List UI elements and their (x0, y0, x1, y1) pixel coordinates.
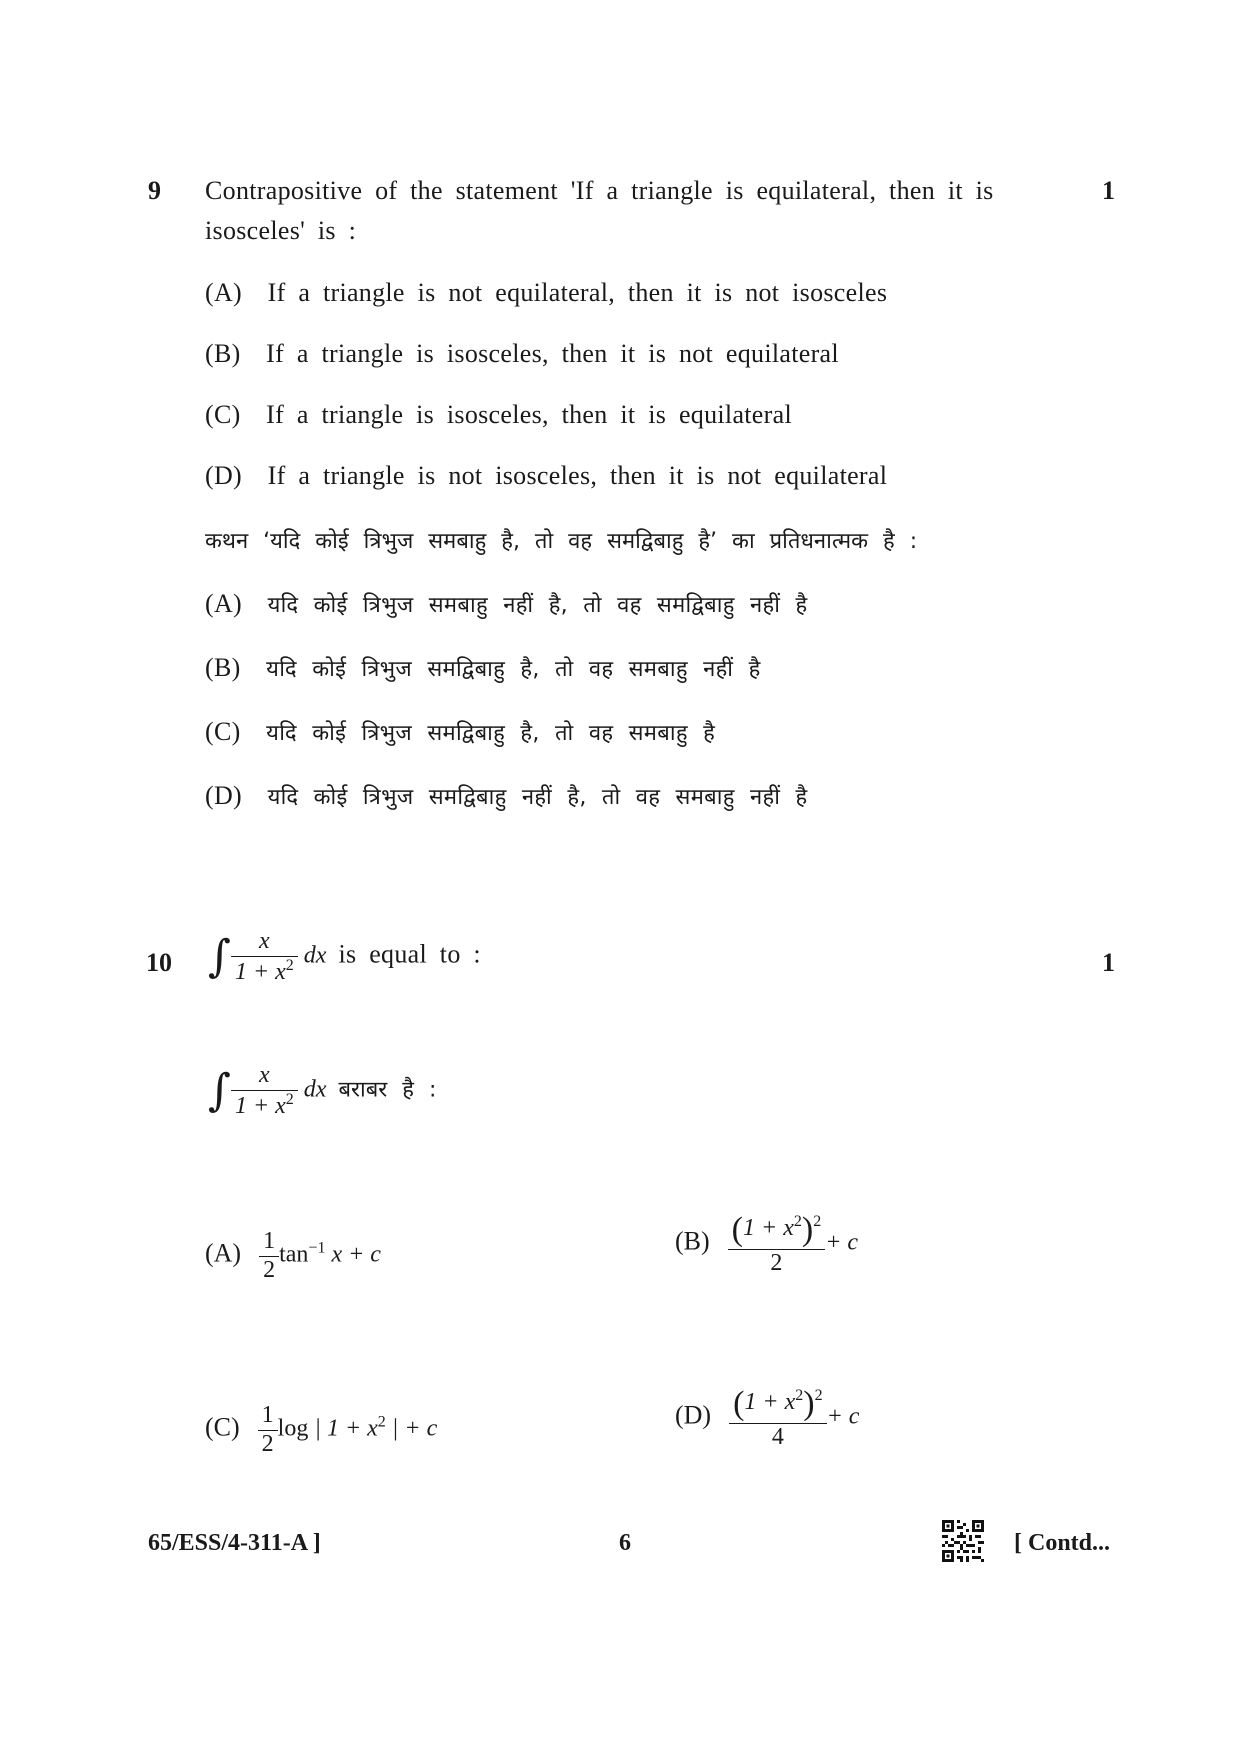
q10-integral-en (208, 928, 481, 986)
continued-label: [ Contd... (1014, 1530, 1111, 1556)
q10-number: 10 (146, 948, 172, 977)
q10-option-c: (C) $\frac{1}{2}$ log | $1 + x^2$ | + c (205, 1402, 438, 1457)
option-label: (A) (205, 278, 242, 307)
q10-option-b: (B) $\frac{(1 + x^2)^2}{2}$ + c (675, 1211, 859, 1277)
q9-option-d-en (205, 461, 887, 491)
dx: dx (303, 1076, 327, 1103)
option-text: यदि कोई त्रिभुज समद्विबाहु है, तो वह समबाहु है (266, 721, 716, 746)
qr-code-icon (942, 1520, 984, 1562)
q9-option-d-hi (205, 781, 808, 811)
option-label: (D) (675, 1400, 712, 1430)
option-label: (A) (205, 589, 242, 618)
option-label: (D) (205, 461, 242, 490)
option-text: If a triangle is not equilateral, then it is not isosceles (267, 278, 888, 307)
option-label: (C) (205, 1412, 240, 1442)
q9-number: 9 (148, 176, 161, 205)
option-text: यदि कोई त्रिभुज समबाहु नहीं है, तो वह समद्विबाहु नहीं है (267, 593, 808, 618)
option-label: (B) (675, 1226, 710, 1256)
q9-option-a-en (205, 278, 887, 308)
q10-marks: 1 (1102, 948, 1115, 977)
option-text: If a triangle is isosceles, then it is equilateral (266, 400, 792, 429)
q10-option-d: (D) $\frac{(1 + x^2)^2}{4}$ + c (675, 1385, 860, 1451)
option-label: (D) (205, 781, 242, 810)
dx: dx (303, 942, 327, 969)
q9-stem-hindi: कथन ‘यदि कोई त्रिभुज समबाहु है, तो वह समद्विबाहु है’ का प्रतिधनात्मक है : (205, 529, 918, 554)
option-text: यदि कोई त्रिभुज समद्विबाहु है, तो वह समबाहु नहीं है (266, 657, 761, 682)
integrand-numerator: x (231, 928, 298, 957)
paper-code: 65/ESS/4-311-A ] (148, 1530, 321, 1556)
q9-option-c-hi (205, 717, 715, 747)
integrand-denominator: $1 + x^2$ (234, 1090, 294, 1119)
q9-option-a-hi (205, 589, 808, 619)
q9-option-b-hi (205, 653, 761, 683)
option-label: (B) (205, 339, 241, 368)
option-label: (A) (205, 1238, 242, 1268)
option-text: यदि कोई त्रिभुज समद्विबाहु नहीं है, तो वह समबाहु नहीं है (267, 785, 808, 810)
option-text: If a triangle is not isosceles, then it is not equilateral (267, 461, 888, 490)
q9-stem-line2: isosceles' is : (205, 216, 357, 245)
q9-marks: 1 (1102, 176, 1115, 205)
integral-symbol: ∫ (208, 1065, 231, 1117)
q10-stem-hi: बराबर है : (338, 1077, 437, 1103)
integrand-numerator: x (231, 1062, 298, 1091)
q10-integral-hi (208, 1062, 436, 1120)
q10-stem-en: is equal to : (338, 939, 481, 969)
option-text: If a triangle is isosceles, then it is not equilateral (266, 339, 839, 368)
q9-option-b-en (205, 339, 839, 369)
integrand-denominator: $1 + x^2$ (234, 956, 294, 985)
option-label: (B) (205, 653, 241, 682)
option-label: (C) (205, 400, 241, 429)
integral-symbol: ∫ (208, 931, 231, 983)
q9-stem-line1: Contrapositive of the statement 'If a triangle is equilateral, then it is (205, 176, 994, 205)
page-number: 6 (619, 1530, 631, 1556)
option-label: (C) (205, 717, 241, 746)
q9-option-c-en (205, 400, 792, 430)
q10-option-a: (A) $\frac{1}{2}$ $\tan^{-1} x + c$ (205, 1228, 381, 1283)
